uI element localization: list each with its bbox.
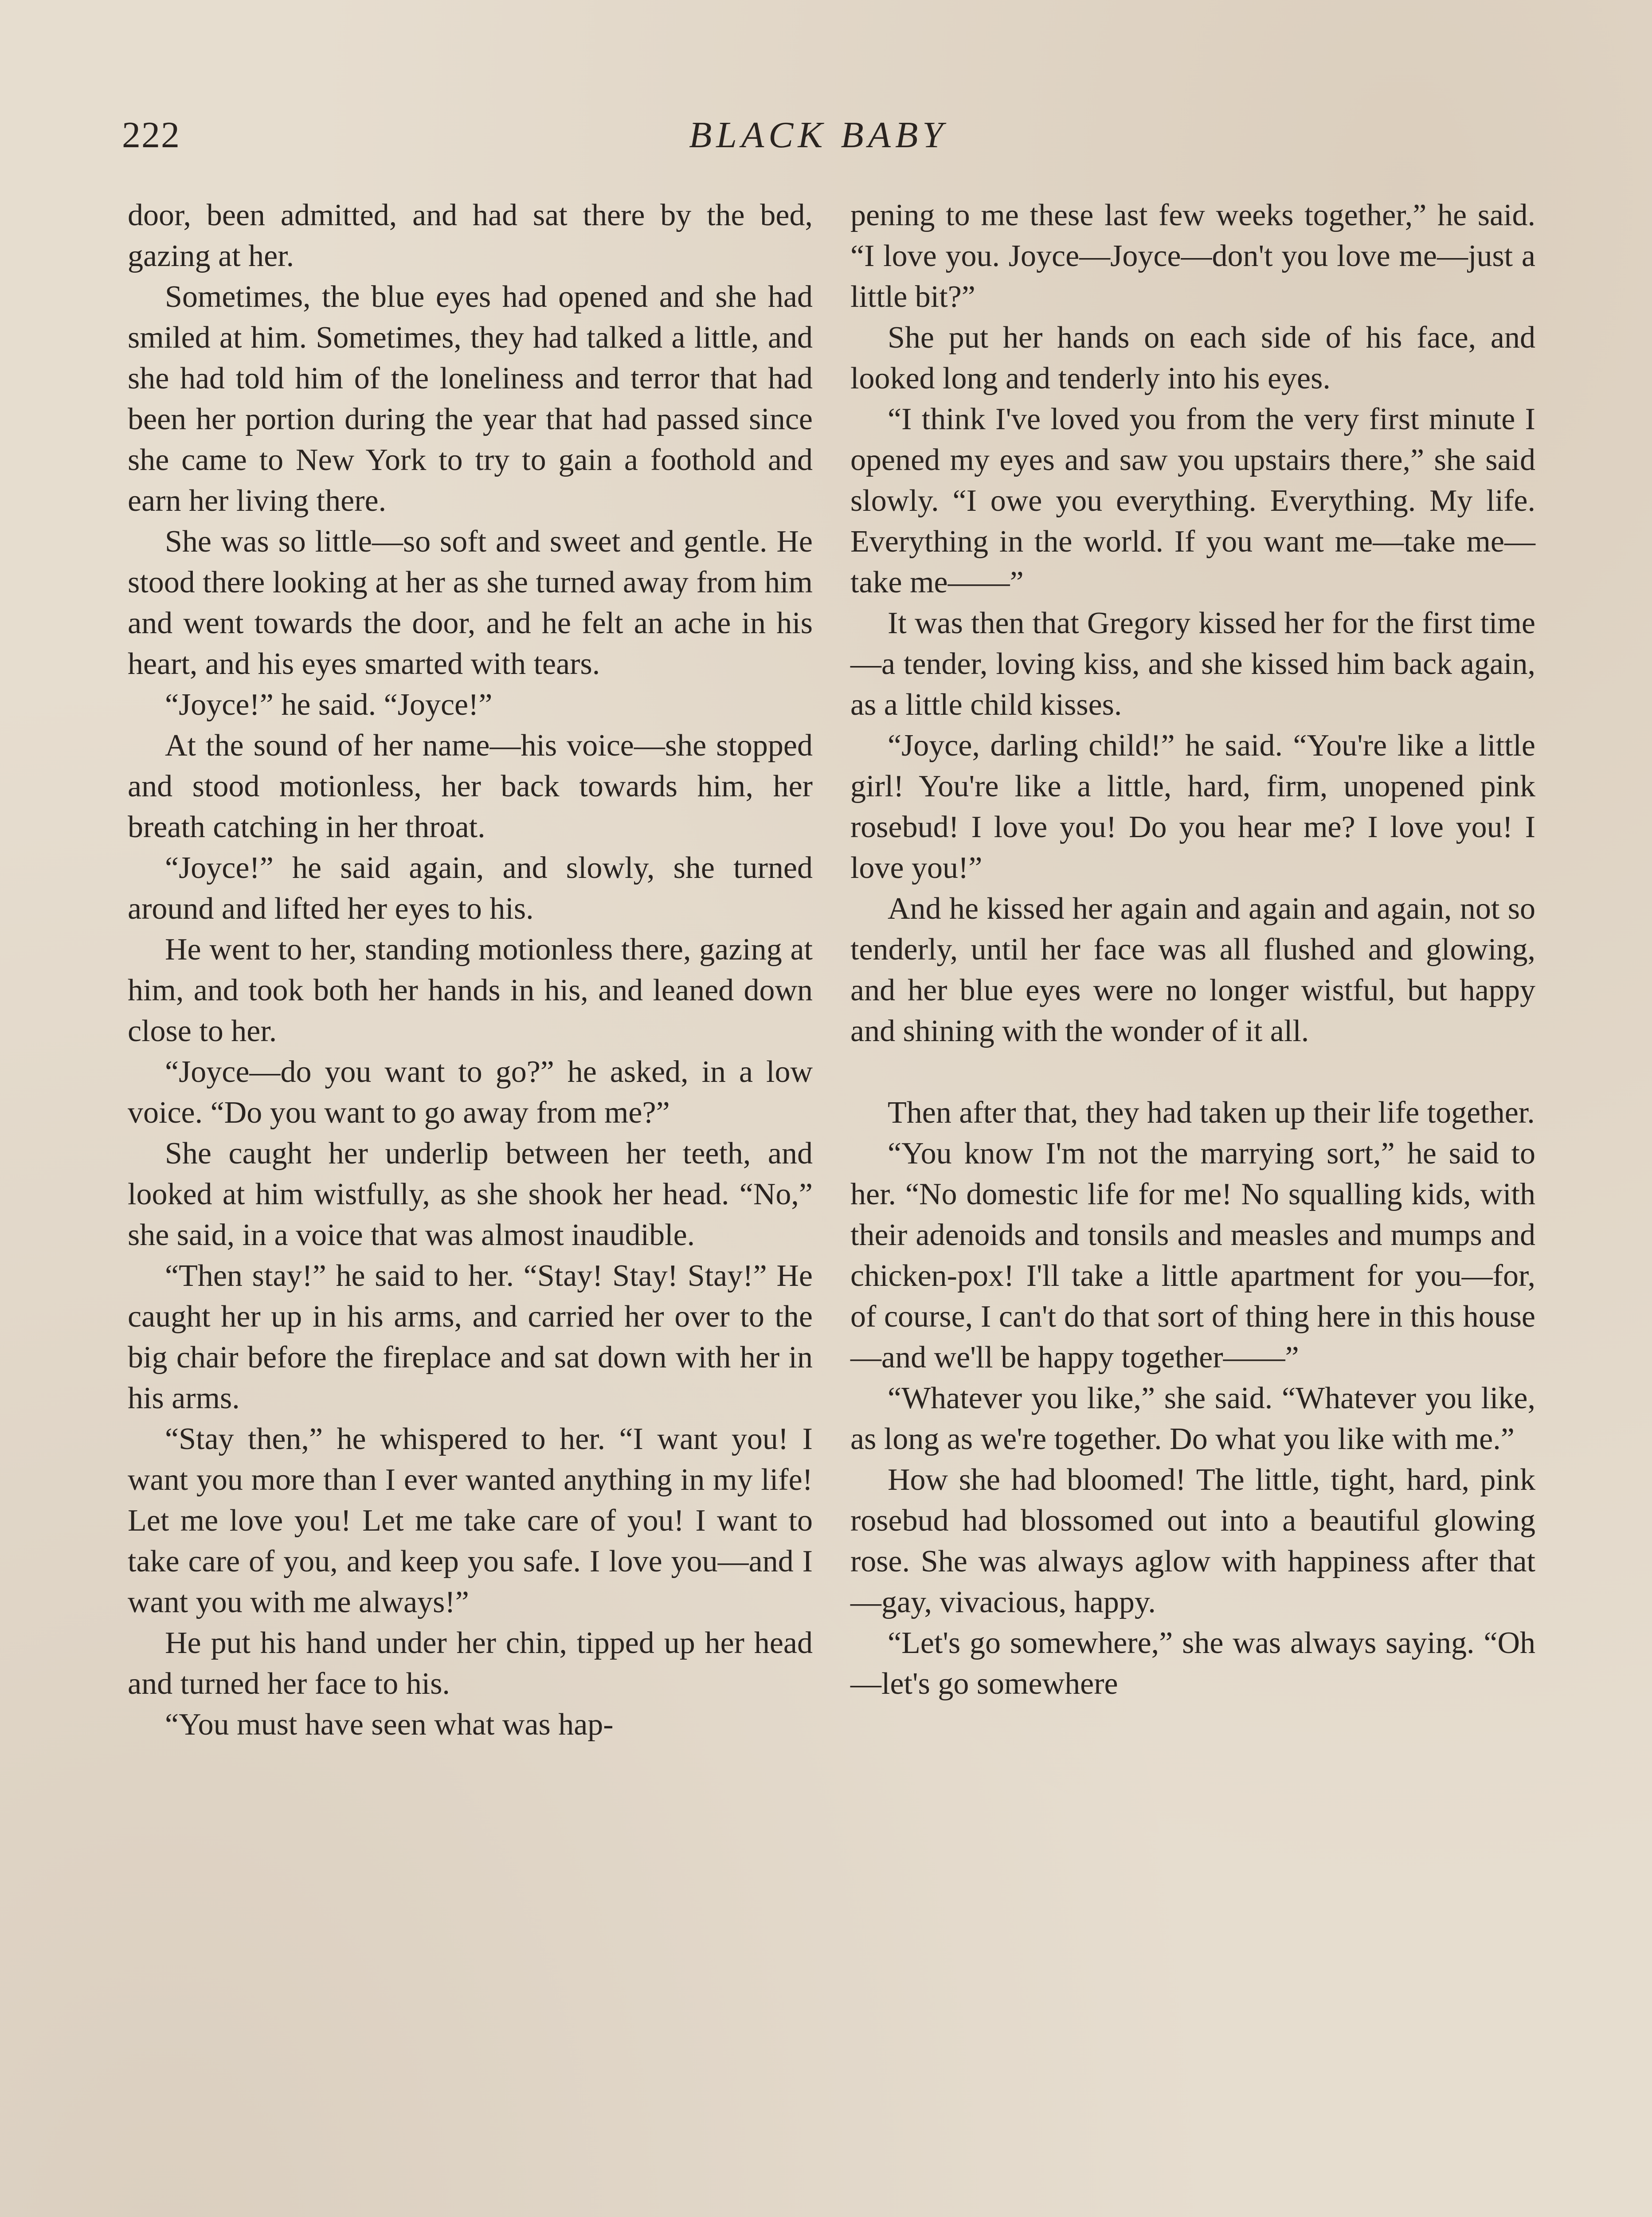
paragraph: “You must have seen what was hap-	[165, 1708, 614, 1742]
paragraph: She caught her underlip between her teeth, and looked at him wistfully, as she shook her head. “No,” she said, in a voice that was almost inaudible.	[128, 1136, 813, 1252]
paragraph: He went to her, standing motionless there, gazing at him, and took both her hands in his, and leaned down close to her.	[128, 932, 813, 1048]
paragraph: “I think I've loved you from the very first minute I opened my eyes and saw you upstairs there,” she said slowly. “I owe you everything. Everything. My life. Everything in the world. If you want me—take me—take me——”	[850, 402, 1535, 599]
paragraph: And he kissed her again and again and again, not so tenderly, until her face was all flushed and glowing, and her blue eyes were no longer wistful, but happy and shining with the wonder of it all.	[850, 892, 1535, 1048]
paragraph: pening to me these last few weeks together,” he said. “I love you. Joyce—Joyce—don't you love me—just a little bit?”	[850, 198, 1535, 314]
running-title: BLACK BABY	[689, 114, 948, 156]
paragraph: door, been admitted, and had sat there by the bed, gazing at her.	[128, 198, 813, 273]
right-column	[850, 195, 1535, 1704]
left-column	[128, 195, 813, 1745]
paragraph: “Then stay!” he said to her. “Stay! Stay! Stay!” He caught her up in his arms, and carried her over to the big chair before the fireplace and sat down with her in his arms.	[128, 1259, 813, 1415]
paragraph: “Stay then,” he whispered to her. “I want you! I want you more than I ever wanted anything in my life! Let me love you! Let me take care of you! I want to take care of you, and keep you safe. I love you—and I want you with me always!”	[128, 1422, 813, 1619]
page-header	[122, 113, 1515, 162]
paragraph: “Whatever you like,” she said. “Whatever you like, as long as we're together. Do what you like with me.”	[850, 1381, 1535, 1456]
paragraph: It was then that Gregory kissed her for the first time—a tender, loving kiss, and she kissed him back again, as a little child kisses.	[850, 606, 1535, 722]
paragraph: How she had bloomed! The little, tight, hard, pink rosebud had blossomed out into a beautiful glowing rose. She was always aglow with happiness after that—gay, vivacious, happy.	[850, 1463, 1535, 1619]
paragraph: “You know I'm not the marrying sort,” he said to her. “No domestic life for me! No squalling kids, with their adenoids and tonsils and measles and mumps and chicken-pox! I'll take a little apartment for you—for, of course, I can't do that sort of thing here in this house—and we'll be happy together——”	[850, 1136, 1535, 1375]
paragraph: Sometimes, the blue eyes had opened and she had smiled at him. Sometimes, they had talked a little, and she had told him of the loneliness and terror that had been her portion during the year that had passed since she came to New York to try to gain a foothold and earn her living there.	[128, 280, 813, 518]
page-number: 222	[122, 114, 180, 156]
paragraph: She was so little—so soft and sweet and gentle. He stood there looking at her as she turned away from him and went towards the door, and he felt an ache in his heart, and his eyes smarted with tears.	[128, 525, 813, 681]
paragraph: At the sound of her name—his voice—she stopped and stood motionless, her back towards him, her breath catching in her throat.	[128, 729, 813, 844]
paragraph: “Joyce—do you want to go?” he asked, in a low voice. “Do you want to go away from me?”	[128, 1055, 813, 1130]
paragraph: “Joyce!” he said again, and slowly, she turned around and lifted her eyes to his.	[128, 851, 813, 926]
paragraph: She put her hands on each side of his face, and looked long and tenderly into his eyes.	[850, 321, 1535, 396]
paragraph: Then after that, they had taken up their life together.	[888, 1096, 1535, 1130]
paragraph: He put his hand under her chin, tipped up her head and turned her face to his.	[128, 1626, 813, 1701]
paragraph: “Joyce, darling child!” he said. “You're like a little girl! You're like a little, hard, firm, unopened pink rosebud! I love you! Do you hear me? I love you! I love you!”	[850, 729, 1535, 885]
paragraph: “Let's go somewhere,” she was always saying. “Oh—let's go somewhere	[850, 1626, 1535, 1701]
paragraph: “Joyce!” he said. “Joyce!”	[165, 688, 493, 722]
